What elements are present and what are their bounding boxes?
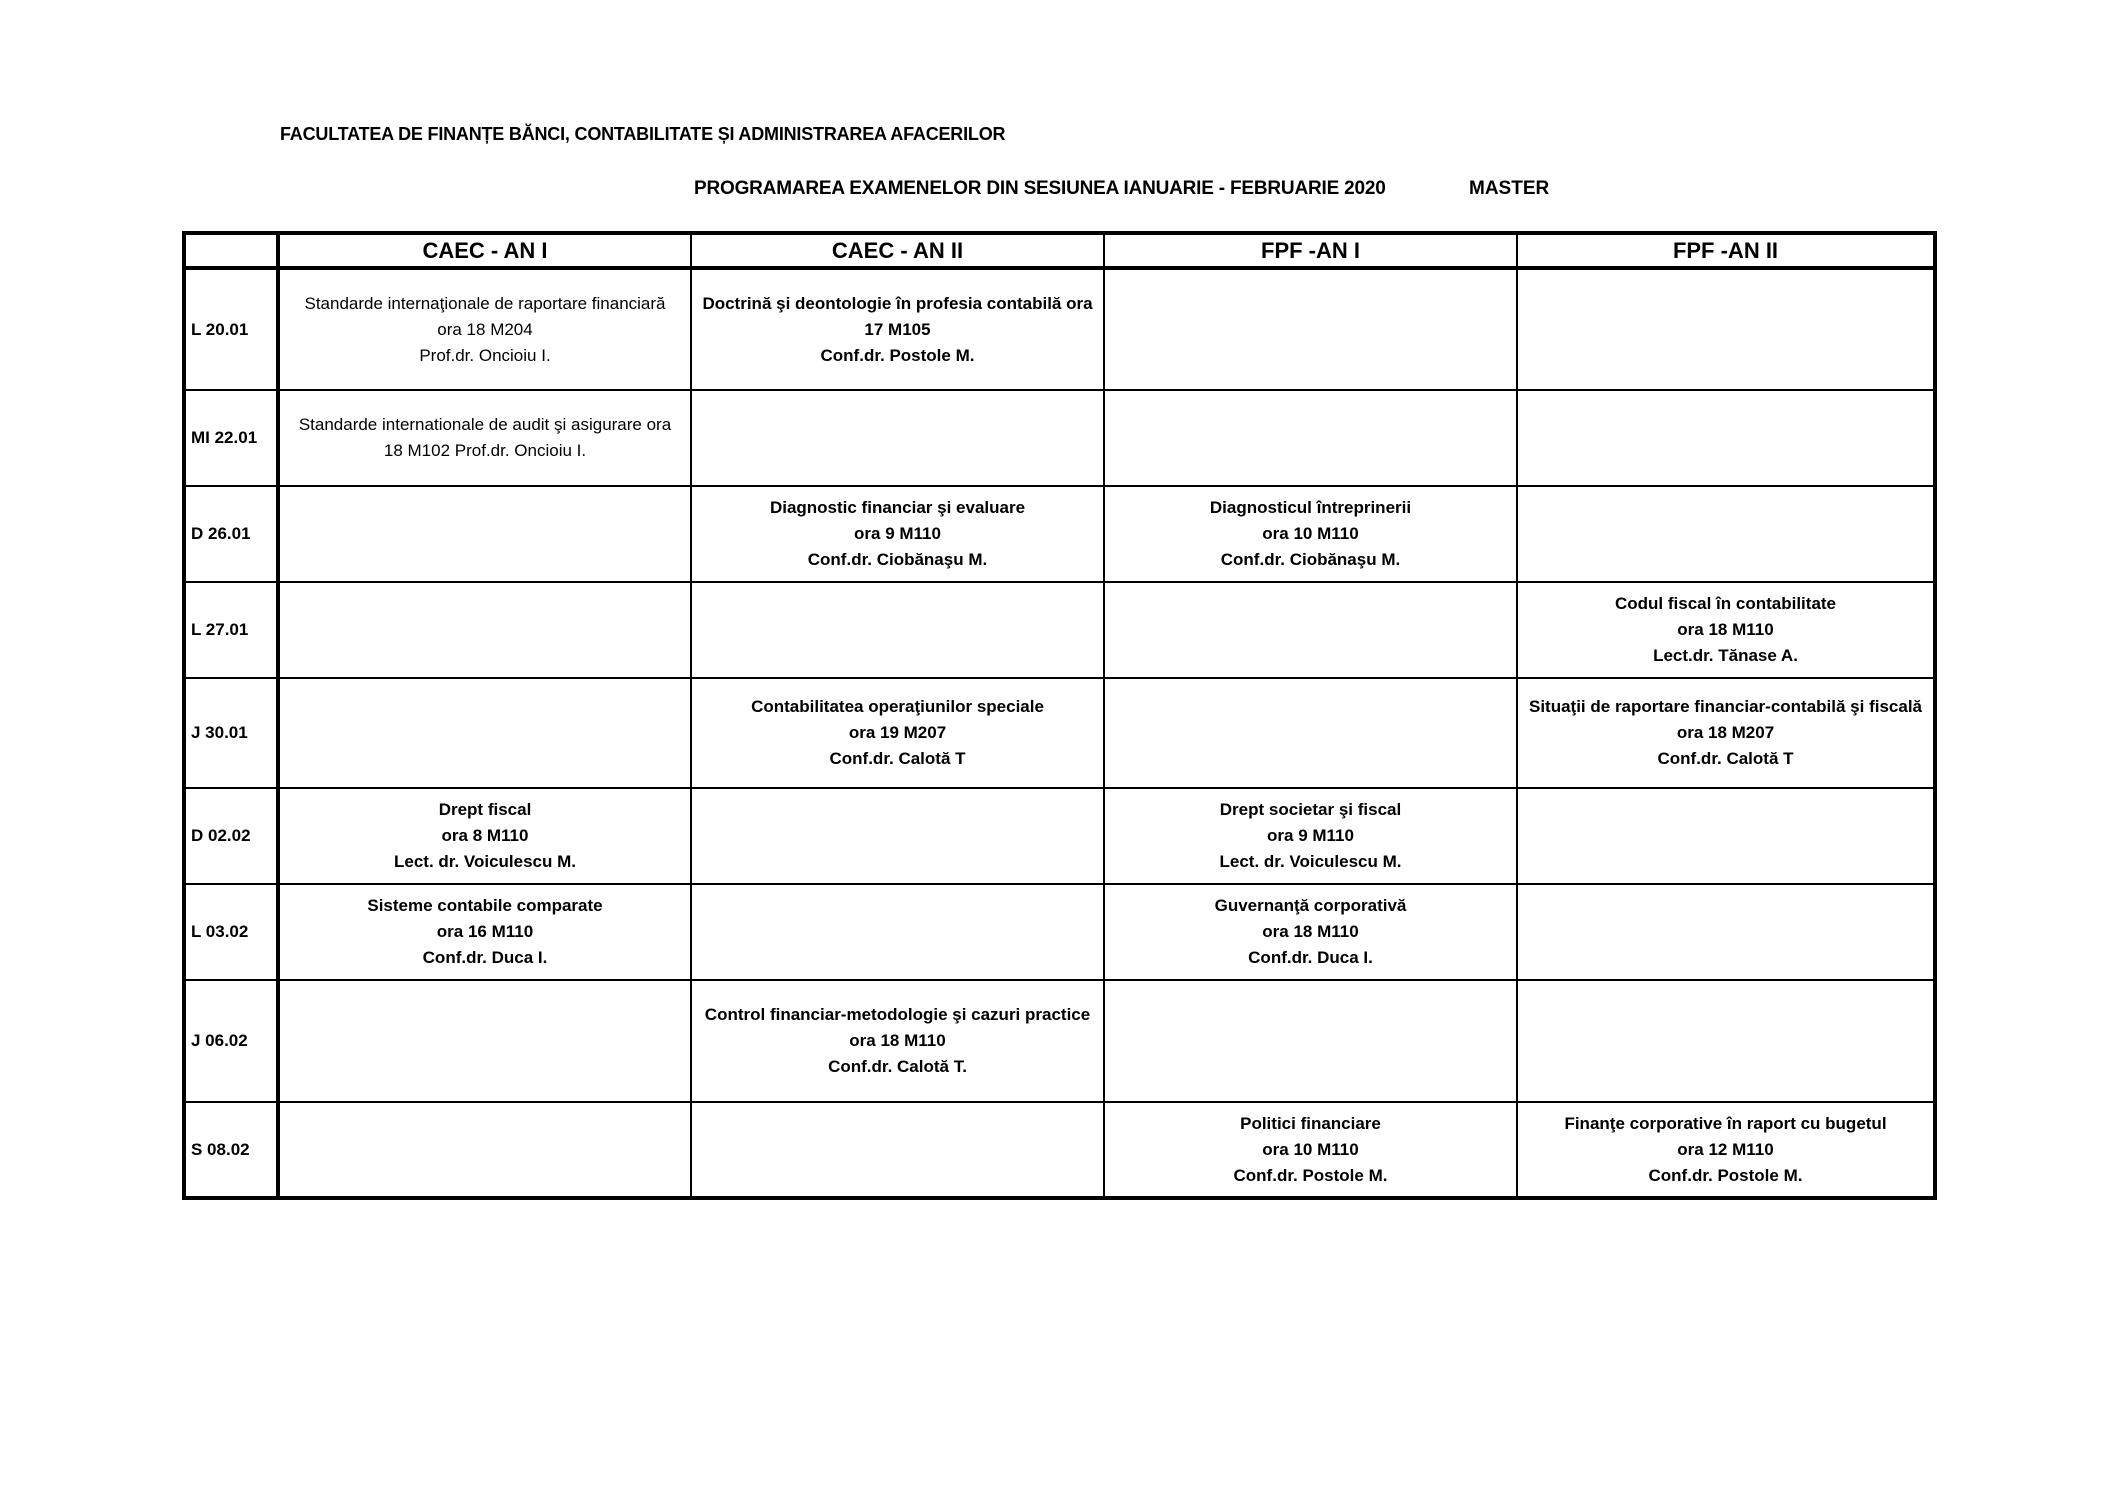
examiner: Lect. dr. Voiculescu M. [1219,852,1402,871]
exam-name: Guvernanţă corporativă [1214,896,1407,915]
exam-name: Drept societar şi fiscal [1219,800,1402,819]
exam-cell-caec-an-2 [691,486,1104,582]
exam-time-room: ora 9 M110 [1267,826,1354,845]
examiner: Conf.dr. Duca I. [422,948,548,967]
exam-entry [692,1002,1103,1080]
exam-cell-fpf-an-1 [1104,980,1517,1102]
exam-cell-caec-an-2 [691,268,1104,390]
examiner: Lect. dr. Voiculescu M. [393,852,576,871]
day-label: L 03.02 [184,884,278,980]
day-label: D 02.02 [184,788,278,884]
exam-cell-caec-an-2 [691,582,1104,678]
exam-entry [280,797,690,875]
exam-cell-caec-an-1 [278,390,691,486]
column-header-caec-an-2: CAEC - AN II [691,233,1104,268]
exam-cell-fpf-an-1 [1104,1102,1517,1198]
exam-name: Standarde internaţionale de raportare financiară [304,293,666,313]
exam-name: Standarde internationale de audit şi asigurare ora [298,415,672,434]
exam-cell-caec-an-2 [691,788,1104,884]
header-row [184,233,1935,268]
day-label: L 27.01 [184,582,278,678]
exam-cell-caec-an-1 [278,980,691,1102]
exam-time-room: ora 8 M110 [441,826,529,845]
exam-cell-fpf-an-2 [1517,1102,1935,1198]
exam-cell-fpf-an-2 [1517,390,1935,486]
exam-entry [280,893,690,971]
exam-time-room: ora 18 M110 [849,1031,946,1050]
exam-cell-fpf-an-1 [1104,486,1517,582]
exam-cell-fpf-an-1 [1104,390,1517,486]
schedule-row [184,486,1935,582]
exam-cell-caec-an-1 [278,678,691,788]
exam-entry [692,495,1103,573]
exam-time-room: ora 19 M207 [848,723,947,742]
exam-time-room: ora 10 M110 [1262,1139,1359,1159]
exam-cell-fpf-an-1 [1104,678,1517,788]
exam-entry [1105,893,1516,971]
exam-name: Diagnosticul întreprinerii [1209,498,1412,517]
examiner: Lect.dr. Tănase A. [1653,646,1798,665]
exam-cell-caec-an-1 [278,582,691,678]
exam-time-room: 18 M102 Prof.dr. Oncioiu I. [383,441,587,460]
examiner: Conf.dr. Calotă T [1657,749,1794,768]
exam-name: Codul fiscal în contabilitate [1614,594,1837,613]
exam-entry [692,694,1103,772]
exam-name: Sisteme contabile comparate [367,896,603,915]
column-header-fpf-an-2: FPF -AN II [1517,233,1935,268]
examiner: Conf.dr. Postole M. [1233,1165,1388,1185]
day-label: J 06.02 [184,980,278,1102]
examiner: Conf.dr. Postole M. [1648,1165,1803,1185]
examiner: Conf.dr. Calotă T. [828,1057,967,1076]
exam-cell-caec-an-1 [278,486,691,582]
schedule-row [184,582,1935,678]
exam-entry [280,412,690,464]
exam-cell-caec-an-2 [691,1102,1104,1198]
day-label: S 08.02 [184,1102,278,1198]
exam-cell-fpf-an-1 [1104,268,1517,390]
schedule-row [184,884,1935,980]
examiner: Prof.dr. Oncioiu I. [419,345,551,365]
exam-name: Control financiar-metodologie şi cazuri practice [704,1005,1091,1024]
exam-cell-caec-an-1 [278,788,691,884]
examiner: Conf.dr. Ciobănaşu M. [807,550,988,569]
exam-cell-fpf-an-2 [1517,582,1935,678]
exam-entry [1105,1111,1516,1189]
exam-cell-caec-an-1 [278,1102,691,1198]
exam-entry [1105,797,1516,875]
header-corner [184,233,278,268]
exam-name: Politici financiare [1240,1113,1381,1133]
exam-cell-fpf-an-1 [1104,582,1517,678]
day-label: MI 22.01 [184,390,278,486]
exam-name: Contabilitatea operaţiunilor speciale [751,697,1044,716]
exam-cell-caec-an-1 [278,884,691,980]
document-title: PROGRAMAREA EXAMENELOR DIN SESIUNEA IANUARIE - FEBRUARIE 2020 [694,178,1386,199]
exam-time-room: ora 18 M207 [1676,723,1775,742]
exam-cell-fpf-an-2 [1517,678,1935,788]
schedule-row [184,678,1935,788]
schedule-row [184,390,1935,486]
faculty-name: FACULTATEA DE FINANȚE BĂNCI, CONTABILITATE ȘI ADMINISTRAREA AFACERILOR [280,124,1006,144]
exam-cell-fpf-an-2 [1517,884,1935,980]
exam-name: Finanţe corporative în raport cu bugetul [1564,1113,1887,1133]
exam-cell-caec-an-2 [691,980,1104,1102]
schedule-row [184,1102,1935,1198]
exam-cell-caec-an-2 [691,678,1104,788]
exam-cell-fpf-an-2 [1517,788,1935,884]
day-label: D 26.01 [184,486,278,582]
exam-cell-fpf-an-2 [1517,486,1935,582]
exam-schedule-table [182,231,1937,1200]
exam-entry [280,291,690,369]
exam-cell-fpf-an-2 [1517,980,1935,1102]
exam-time-room: ora 9 M110 [854,524,941,543]
exam-entry [1518,591,1933,669]
exam-name: Situaţii de raportare financiar-contabilă şi fiscală [1528,697,1922,716]
exam-cell-fpf-an-1 [1104,788,1517,884]
day-label: J 30.01 [184,678,278,788]
examiner: Conf.dr. Postole M. [820,345,975,365]
examiner: Conf.dr. Duca I. [1248,948,1373,967]
exam-entry [1105,495,1516,573]
day-label: L 20.01 [184,268,278,390]
program-level: MASTER [1469,178,1550,199]
exam-entry [1518,694,1933,772]
exam-cell-caec-an-2 [691,390,1104,486]
exam-time-room: ora 18 M204 [437,319,533,339]
exam-cell-caec-an-1 [278,268,691,390]
exam-name: Drept fiscal [438,800,532,819]
exam-time-room: ora 12 M110 [1677,1139,1774,1159]
examiner: Conf.dr. Calotă T [829,749,966,768]
exam-time-room: 17 M105 [864,319,931,339]
schedule-row [184,980,1935,1102]
exam-time-room: ora 18 M110 [1677,620,1774,639]
exam-cell-fpf-an-2 [1517,268,1935,390]
exam-entry [1518,1111,1933,1189]
exam-time-room: ora 16 M110 [436,922,534,941]
schedule-row [184,268,1935,390]
exam-time-room: ora 18 M110 [1262,922,1359,941]
column-header-caec-an-1: CAEC - AN I [278,233,691,268]
exam-time-room: ora 10 M110 [1262,524,1359,543]
exam-name: Diagnostic financiar şi evaluare [769,498,1026,517]
exam-cell-fpf-an-1 [1104,884,1517,980]
exam-entry [692,291,1103,369]
column-header-fpf-an-1: FPF -AN I [1104,233,1517,268]
exam-cell-caec-an-2 [691,884,1104,980]
exam-name: Doctrină şi deontologie în profesia contabilă ora [702,293,1093,313]
examiner: Conf.dr. Ciobănaşu M. [1220,550,1401,569]
schedule-row [184,788,1935,884]
